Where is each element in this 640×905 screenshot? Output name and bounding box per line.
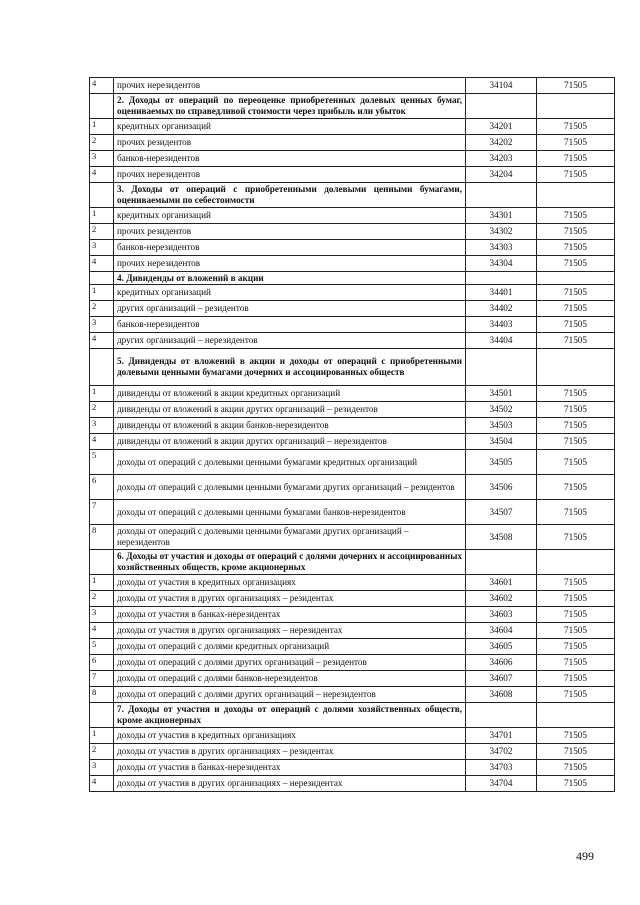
row-name: прочих нерезидентов [114,78,466,94]
account-number: 71505 [537,167,615,183]
row-number: 7 [90,671,114,687]
row-number: 4 [90,78,114,94]
row-name: доходы от участия в других организациях – резидентах [114,744,466,760]
table-row [90,607,615,623]
account-cell [537,94,615,119]
row-name: доходы от участия в банках-нерезидентах [114,760,466,776]
row-name: доходы от участия в кредитных организациях [114,728,466,744]
symbol-code: 34302 [466,224,537,240]
row-number: 1 [90,728,114,744]
account-number: 71505 [537,687,615,703]
account-cell [537,183,615,208]
symbol-code: 34602 [466,591,537,607]
row-name: доходы от операций с долевыми ценными бумагами других организаций – резидентов [114,475,466,500]
row-number-cell [90,550,114,575]
symbol-code: 34204 [466,167,537,183]
row-number: 1 [90,119,114,135]
symbol-code: 34304 [466,256,537,272]
table-row [90,500,615,525]
row-number: 2 [90,744,114,760]
symbol-code: 34104 [466,78,537,94]
table-row [90,240,615,256]
symbol-code: 34301 [466,208,537,224]
symbol-code: 34702 [466,744,537,760]
account-number: 71505 [537,623,615,639]
symbol-code: 34202 [466,135,537,151]
symbol-code: 34404 [466,333,537,349]
row-name: доходы от операций с долями банков-нерезидентов [114,671,466,687]
symbol-code: 34503 [466,418,537,434]
row-number-cell [90,183,114,208]
table-row [90,418,615,434]
row-name: доходы от операций с долевыми ценными бумагами других организаций – нерезидентов [114,525,466,550]
symbol-code: 34401 [466,285,537,301]
row-number: 3 [90,151,114,167]
section-header-row [90,272,615,285]
section-header-row [90,94,615,119]
account-number: 71505 [537,500,615,525]
symbol-code: 34501 [466,386,537,402]
symbol-code: 34603 [466,607,537,623]
symbol-code: 34507 [466,500,537,525]
page-number: 499 [576,849,594,863]
row-number: 6 [90,475,114,500]
row-name: прочих резидентов [114,135,466,151]
row-name: дивиденды от вложений в акции кредитных организаций [114,386,466,402]
symbol-code: 34704 [466,776,537,792]
table-row [90,167,615,183]
row-number: 2 [90,224,114,240]
account-number: 71505 [537,135,615,151]
row-name: других организаций – резидентов [114,301,466,317]
table-row [90,386,615,402]
row-number: 4 [90,167,114,183]
symbol-code: 34601 [466,575,537,591]
section-title: 7. Доходы от участия и доходы от операций с долями хозяйственных обществ, кроме акционерных [114,703,466,728]
row-name: прочих нерезидентов [114,167,466,183]
row-name: банков-нерезидентов [114,317,466,333]
account-number: 71505 [537,744,615,760]
section-title: 3. Доходы от операций с приобретенными долевыми ценными бумагами, оцениваемыми по себестоимости [114,183,466,208]
row-number: 1 [90,285,114,301]
code-cell [466,272,537,285]
code-cell [466,349,537,386]
row-number: 2 [90,301,114,317]
table-row [90,450,615,475]
symbol-code: 34701 [466,728,537,744]
symbol-code: 34502 [466,402,537,418]
account-number: 71505 [537,728,615,744]
table-row [90,151,615,167]
symbol-code: 34607 [466,671,537,687]
symbol-code: 34508 [466,525,537,550]
account-number: 71505 [537,333,615,349]
account-cell [537,272,615,285]
row-number: 3 [90,317,114,333]
account-number: 71505 [537,317,615,333]
row-name: доходы от операций с долями других организаций – нерезидентов [114,687,466,703]
row-name: кредитных организаций [114,208,466,224]
row-name: доходы от операций с долевыми ценными бумагами банков-нерезидентов [114,500,466,525]
code-cell [466,550,537,575]
table-row [90,655,615,671]
row-number: 4 [90,623,114,639]
row-number: 2 [90,135,114,151]
account-number: 71505 [537,402,615,418]
account-number: 71505 [537,591,615,607]
symbol-code: 34506 [466,475,537,500]
account-number: 71505 [537,301,615,317]
account-number: 71505 [537,119,615,135]
section-title: 4. Дивиденды от вложений в акции [114,272,466,285]
table-row [90,776,615,792]
table-row [90,744,615,760]
row-number: 4 [90,776,114,792]
symbol-code: 34505 [466,450,537,475]
row-name: других организаций – нерезидентов [114,333,466,349]
table-row [90,623,615,639]
account-number: 71505 [537,256,615,272]
symbol-code: 34608 [466,687,537,703]
row-number: 5 [90,639,114,655]
row-name: банков-нерезидентов [114,151,466,167]
row-number: 2 [90,402,114,418]
row-name: доходы от участия в других организациях – нерезидентах [114,623,466,639]
row-name: прочих нерезидентов [114,256,466,272]
section-title: 5. Дивиденды от вложений в акции и доходы от операций с приобретенными долевыми ценными бумагами дочерних и ассоциированных обществ [114,349,466,386]
row-number: 4 [90,434,114,450]
account-number: 71505 [537,776,615,792]
account-number: 71505 [537,418,615,434]
account-number: 71505 [537,475,615,500]
table-row [90,119,615,135]
account-number: 71505 [537,240,615,256]
code-cell [466,183,537,208]
account-number: 71505 [537,671,615,687]
table-row [90,301,615,317]
section-header-row [90,703,615,728]
row-number: 3 [90,418,114,434]
symbol-code: 34605 [466,639,537,655]
row-name: банков-нерезидентов [114,240,466,256]
account-number: 71505 [537,760,615,776]
table-row [90,687,615,703]
table-row [90,728,615,744]
table-row [90,475,615,500]
row-name: кредитных организаций [114,285,466,301]
account-number: 71505 [537,450,615,475]
account-cell [537,349,615,386]
table-row [90,402,615,418]
row-number: 1 [90,575,114,591]
row-number: 3 [90,760,114,776]
row-number: 4 [90,333,114,349]
table-row [90,591,615,607]
row-name: дивиденды от вложений в акции других организаций – нерезидентов [114,434,466,450]
row-name: доходы от операций с долями других организаций – резидентов [114,655,466,671]
row-number: 5 [90,450,114,475]
symbol-code: 34203 [466,151,537,167]
row-number-cell [90,272,114,285]
row-name: дивиденды от вложений в акции других организаций – резидентов [114,402,466,418]
row-number: 4 [90,256,114,272]
account-number: 71505 [537,151,615,167]
row-number: 1 [90,208,114,224]
section-header-row [90,349,615,386]
row-name: доходы от операций с долями кредитных организаций [114,639,466,655]
row-number: 3 [90,240,114,256]
account-number: 71505 [537,386,615,402]
code-cell [466,703,537,728]
table-row [90,317,615,333]
symbol-code: 34606 [466,655,537,671]
account-cell [537,550,615,575]
row-number: 1 [90,386,114,402]
account-cell [537,703,615,728]
row-number-cell [90,94,114,119]
account-number: 71505 [537,575,615,591]
symbol-code: 34303 [466,240,537,256]
section-header-row [90,550,615,575]
row-name: прочих резидентов [114,224,466,240]
account-number: 71505 [537,607,615,623]
account-number: 71505 [537,655,615,671]
table-row [90,639,615,655]
account-number: 71505 [537,285,615,301]
row-name: кредитных организаций [114,119,466,135]
table-row [90,525,615,550]
table-row [90,575,615,591]
table-row [90,671,615,687]
table-row [90,78,615,94]
row-number-cell [90,703,114,728]
account-number: 71505 [537,434,615,450]
account-number: 71505 [537,525,615,550]
row-name: доходы от участия в банках-нерезидентах [114,607,466,623]
table-row [90,135,615,151]
row-number: 8 [90,525,114,550]
account-number: 71505 [537,224,615,240]
table-body [90,78,615,792]
table-row [90,224,615,240]
account-number: 71505 [537,78,615,94]
row-number: 7 [90,500,114,525]
section-title: 6. Доходы от участия и доходы от операций с долями дочерних и ассоциированных хозяйственных обществ, кроме акционерных [114,550,466,575]
row-name: доходы от участия в других организациях – нерезидентах [114,776,466,792]
section-title: 2. Доходы от операций по переоценке приобретенных долевых ценных бумаг, оцениваемых по справедливой стоимости через прибыль или убыток [114,94,466,119]
section-header-row [90,183,615,208]
symbol-code: 34201 [466,119,537,135]
row-name: доходы от участия в кредитных организациях [114,575,466,591]
table-row [90,256,615,272]
row-name: доходы от операций с долевыми ценными бумагами кредитных организаций [114,450,466,475]
symbol-code: 34703 [466,760,537,776]
table-row [90,208,615,224]
table-row [90,760,615,776]
symbol-code: 34504 [466,434,537,450]
row-number-cell [90,349,114,386]
code-cell [466,94,537,119]
symbol-code: 34403 [466,317,537,333]
table-row [90,434,615,450]
row-name: доходы от участия в других организациях – резидентах [114,591,466,607]
table-row [90,333,615,349]
symbol-code: 34604 [466,623,537,639]
row-number: 6 [90,655,114,671]
row-name: дивиденды от вложений в акции банков-нерезидентов [114,418,466,434]
row-number: 3 [90,607,114,623]
row-number: 2 [90,591,114,607]
table-row [90,285,615,301]
account-number: 71505 [537,639,615,655]
account-number: 71505 [537,208,615,224]
row-number: 8 [90,687,114,703]
symbol-code: 34402 [466,301,537,317]
income-codes-table [89,77,615,792]
